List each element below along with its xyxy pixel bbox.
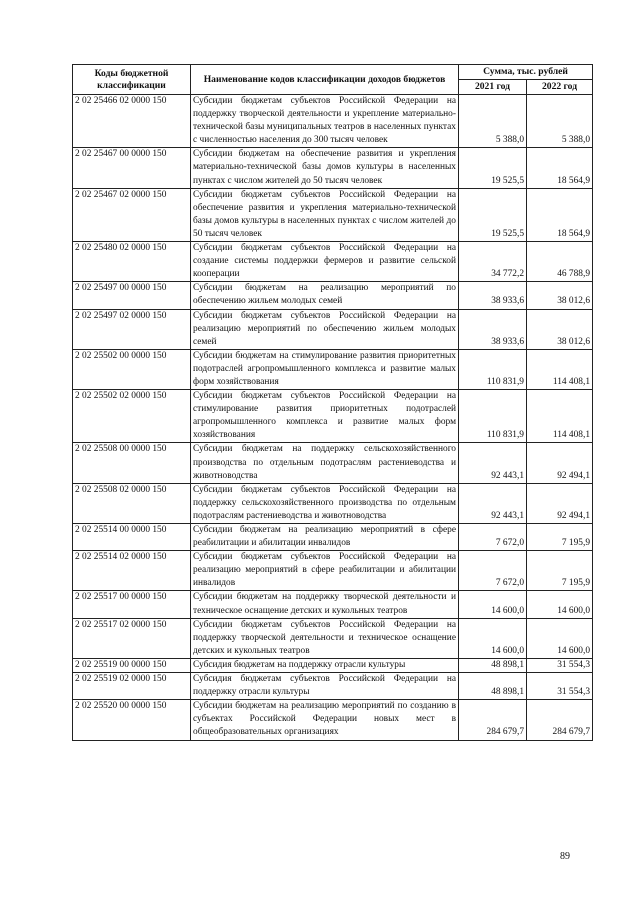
row-sum-2021: 38 933,6 [459, 282, 527, 309]
row-sum-2021: 14 600,0 [459, 618, 527, 658]
table-row [73, 390, 593, 443]
table-row [73, 700, 593, 740]
row-code: 2 02 25519 02 0000 150 [73, 673, 191, 700]
header-sum: Сумма, тыс. рублей [459, 65, 593, 80]
row-sum-2021: 5 388,0 [459, 95, 527, 148]
row-sum-2022: 31 554,3 [527, 658, 593, 672]
row-sum-2022: 18 564,9 [527, 188, 593, 241]
row-sum-2021: 19 525,5 [459, 148, 527, 188]
row-sum-2021: 110 831,9 [459, 390, 527, 443]
row-name: Субсидии бюджетам на стимулирование развития приоритетных подотраслей агропромышленного комплекса и развитие малых форм хозяйствования [191, 349, 459, 389]
table-header [73, 65, 593, 95]
row-sum-2022: 114 408,1 [527, 390, 593, 443]
table-row [73, 443, 593, 483]
row-sum-2021: 48 898,1 [459, 673, 527, 700]
row-code: 2 02 25517 02 0000 150 [73, 618, 191, 658]
row-name: Субсидия бюджетам субъектов Российской Федерации на поддержку отрасли культуры [191, 673, 459, 700]
row-name: Субсидии бюджетам на поддержку сельскохозяйственного производства по отдельным подотраслям растениеводства и животноводства [191, 443, 459, 483]
table-body [73, 95, 593, 741]
row-sum-2022: 5 388,0 [527, 95, 593, 148]
table-row [73, 282, 593, 309]
row-sum-2022: 18 564,9 [527, 148, 593, 188]
row-sum-2021: 7 672,0 [459, 551, 527, 591]
table-row [73, 188, 593, 241]
row-sum-2021: 14 600,0 [459, 591, 527, 618]
row-code: 2 02 25514 00 0000 150 [73, 524, 191, 551]
table-row [73, 483, 593, 523]
row-name: Субсидии бюджетам субъектов Российской Федерации на стимулирование развития приоритетных подотраслей агропромышленного комплекса и развитие малых форм хозяйствования [191, 390, 459, 443]
header-year-2021: 2021 год [459, 80, 527, 95]
row-sum-2022: 14 600,0 [527, 591, 593, 618]
table-row [73, 673, 593, 700]
row-sum-2021: 34 772,2 [459, 242, 527, 282]
row-name: Субсидия бюджетам на поддержку отрасли культуры [191, 658, 459, 672]
table-row [73, 618, 593, 658]
header-name: Наименование кодов классификации доходов бюджетов [191, 65, 459, 95]
row-sum-2021: 38 933,6 [459, 309, 527, 349]
row-code: 2 02 25497 02 0000 150 [73, 309, 191, 349]
row-sum-2022: 7 195,9 [527, 551, 593, 591]
row-code: 2 02 25467 02 0000 150 [73, 188, 191, 241]
row-code: 2 02 25508 00 0000 150 [73, 443, 191, 483]
page-number: 89 [560, 851, 570, 862]
row-name: Субсидии бюджетам на реализацию мероприятий по обеспечению жильем молодых семей [191, 282, 459, 309]
row-sum-2022: 38 012,6 [527, 309, 593, 349]
row-code: 2 02 25466 02 0000 150 [73, 95, 191, 148]
row-sum-2022: 284 679,7 [527, 700, 593, 740]
row-code: 2 02 25520 00 0000 150 [73, 700, 191, 740]
row-name: Субсидии бюджетам на реализацию мероприятий в сфере реабилитации и абилитации инвалидов [191, 524, 459, 551]
table-row [73, 524, 593, 551]
table-row [73, 349, 593, 389]
row-code: 2 02 25508 02 0000 150 [73, 483, 191, 523]
row-sum-2022: 38 012,6 [527, 282, 593, 309]
row-code: 2 02 25502 00 0000 150 [73, 349, 191, 389]
row-code: 2 02 25517 00 0000 150 [73, 591, 191, 618]
header-code: Коды бюджетной классификации [73, 65, 191, 95]
row-sum-2021: 110 831,9 [459, 349, 527, 389]
row-sum-2021: 284 679,7 [459, 700, 527, 740]
row-sum-2022: 7 195,9 [527, 524, 593, 551]
row-sum-2021: 48 898,1 [459, 658, 527, 672]
row-name: Субсидии бюджетам на реализацию мероприятий по созданию в субъектах Российской Федерации новых мест в общеобразовательных организациях [191, 700, 459, 740]
table-row [73, 591, 593, 618]
row-name: Субсидии бюджетам субъектов Российской Федерации на реализацию мероприятий в сфере реабилитации и абилитации инвалидов [191, 551, 459, 591]
row-name: Субсидии бюджетам субъектов Российской Федерации на реализацию мероприятий по обеспечению жильем молодых семей [191, 309, 459, 349]
row-code: 2 02 25497 00 0000 150 [73, 282, 191, 309]
header-year-2022: 2022 год [527, 80, 593, 95]
row-sum-2022: 14 600,0 [527, 618, 593, 658]
table-row [73, 309, 593, 349]
table-row [73, 242, 593, 282]
row-name: Субсидии бюджетам субъектов Российской Федерации на создание системы поддержки фермеров и развитие сельской кооперации [191, 242, 459, 282]
row-sum-2022: 114 408,1 [527, 349, 593, 389]
row-sum-2021: 19 525,5 [459, 188, 527, 241]
table-row [73, 551, 593, 591]
row-name: Субсидии бюджетам на обеспечение развития и укрепления материально-технической базы домов культуры в населенных пунктах с числом жителей до 50 тысяч человек [191, 148, 459, 188]
row-sum-2022: 92 494,1 [527, 443, 593, 483]
row-sum-2022: 31 554,3 [527, 673, 593, 700]
table-row [73, 148, 593, 188]
row-sum-2021: 92 443,1 [459, 443, 527, 483]
row-name: Субсидии бюджетам субъектов Российской Федерации на обеспечение развития и укрепления материально-технической базы домов культуры в населенных пунктах с числом жителей до 50 тысяч человек [191, 188, 459, 241]
row-code: 2 02 25467 00 0000 150 [73, 148, 191, 188]
row-name: Субсидии бюджетам субъектов Российской Федерации на поддержку сельскохозяйственного производства по отдельным подотраслям растениеводства и животноводства [191, 483, 459, 523]
row-name: Субсидии бюджетам субъектов Российской Федерации на поддержку творческой деятельности и техническое оснащение детских и кукольных театров [191, 618, 459, 658]
row-name: Субсидии бюджетам субъектов Российской Федерации на поддержку творческой деятельности и укрепление материально-технической базы муниципальных театров в населенных пунктах с численностью населения до 300 тысяч человек [191, 95, 459, 148]
table-row [73, 658, 593, 672]
table-row [73, 95, 593, 148]
row-code: 2 02 25519 00 0000 150 [73, 658, 191, 672]
row-code: 2 02 25480 02 0000 150 [73, 242, 191, 282]
row-sum-2022: 92 494,1 [527, 483, 593, 523]
row-code: 2 02 25514 02 0000 150 [73, 551, 191, 591]
row-sum-2021: 92 443,1 [459, 483, 527, 523]
row-sum-2022: 46 788,9 [527, 242, 593, 282]
row-code: 2 02 25502 02 0000 150 [73, 390, 191, 443]
budget-table [72, 64, 593, 741]
row-name: Субсидии бюджетам на поддержку творческой деятельности и техническое оснащение детских и кукольных театров [191, 591, 459, 618]
row-sum-2021: 7 672,0 [459, 524, 527, 551]
